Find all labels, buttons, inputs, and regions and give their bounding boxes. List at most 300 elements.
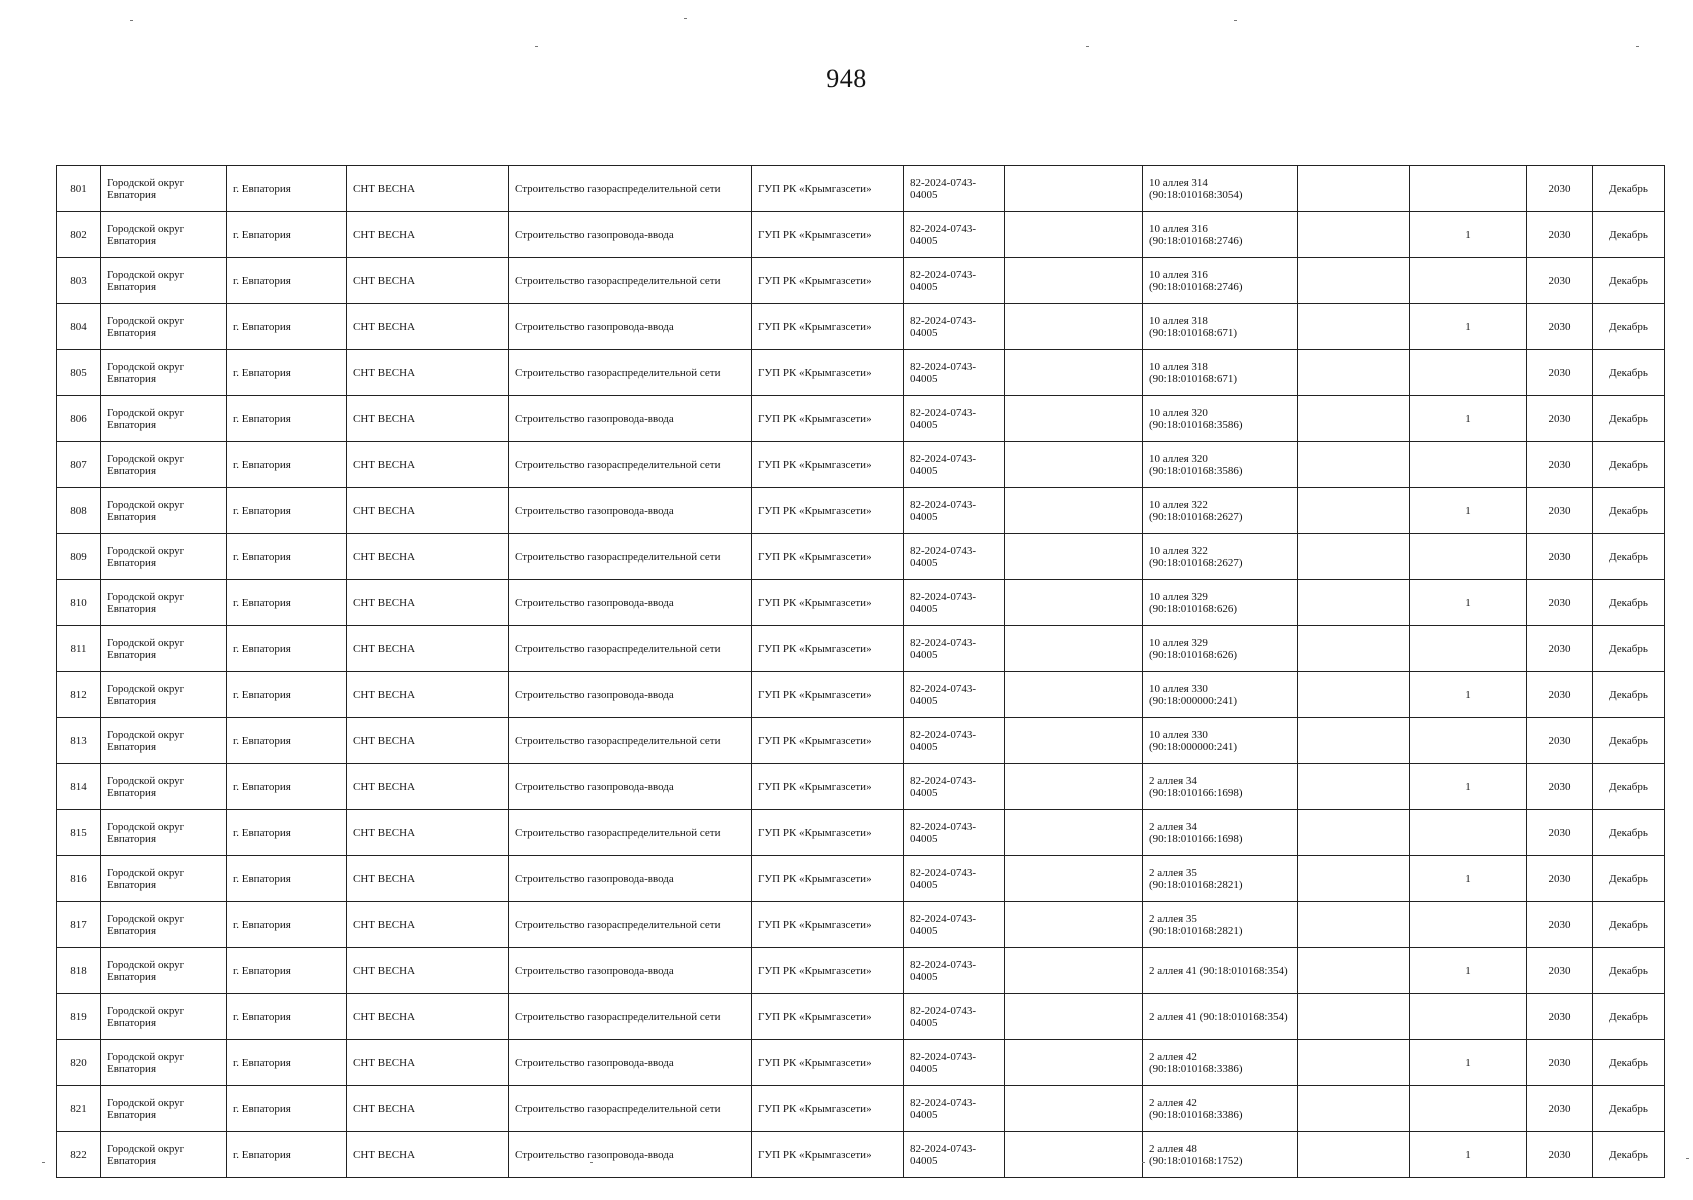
- year-cell: 2030: [1527, 350, 1593, 396]
- settlement-cell: СНТ ВЕСНА: [347, 212, 509, 258]
- city-cell: г. Евпатория: [227, 1086, 347, 1132]
- empty-cell: [1298, 810, 1410, 856]
- city-cell: г. Евпатория: [227, 304, 347, 350]
- empty-cell: [1005, 396, 1143, 442]
- district-cell: Городской округ Евпатория: [101, 810, 227, 856]
- empty-cell: [1298, 1040, 1410, 1086]
- work-type-cell: Строительство газораспределительной сети: [509, 994, 752, 1040]
- table-row: [57, 396, 1665, 442]
- district-cell: Городской округ Евпатория: [101, 166, 227, 212]
- organization-cell: ГУП РК «Крымгазсети»: [752, 856, 904, 902]
- empty-cell: [1005, 902, 1143, 948]
- empty-cell: [1005, 258, 1143, 304]
- district-cell: Городской округ Евпатория: [101, 258, 227, 304]
- year-cell: 2030: [1527, 672, 1593, 718]
- empty-cell: [1005, 534, 1143, 580]
- table-row: [57, 534, 1665, 580]
- district-cell: Городской округ Евпатория: [101, 672, 227, 718]
- register-body: [57, 166, 1665, 1178]
- scan-speck: [590, 1162, 593, 1163]
- address-cell: 10 аллея 320 (90:18:010168:3586): [1143, 396, 1298, 442]
- empty-cell: [1005, 856, 1143, 902]
- organization-cell: ГУП РК «Крымгазсети»: [752, 994, 904, 1040]
- district-cell: Городской округ Евпатория: [101, 442, 227, 488]
- program-code-cell: 82-2024-0743-04005: [904, 810, 1005, 856]
- address-cell: 10 аллея 322 (90:18:010168:2627): [1143, 534, 1298, 580]
- settlement-cell: СНТ ВЕСНА: [347, 718, 509, 764]
- program-code-cell: 82-2024-0743-04005: [904, 488, 1005, 534]
- year-cell: 2030: [1527, 1132, 1593, 1178]
- empty-cell: [1298, 718, 1410, 764]
- scan-speck: [130, 20, 133, 21]
- work-type-cell: Строительство газораспределительной сети: [509, 626, 752, 672]
- empty-cell: [1005, 350, 1143, 396]
- empty-cell: [1298, 258, 1410, 304]
- address-cell: 2 аллея 42 (90:18:010168:3386): [1143, 1086, 1298, 1132]
- month-cell: Декабрь: [1593, 1132, 1665, 1178]
- year-cell: 2030: [1527, 810, 1593, 856]
- table-row: [57, 1086, 1665, 1132]
- district-cell: Городской округ Евпатория: [101, 902, 227, 948]
- city-cell: г. Евпатория: [227, 718, 347, 764]
- program-code-cell: 82-2024-0743-04005: [904, 948, 1005, 994]
- row-number: 807: [57, 442, 101, 488]
- year-cell: 2030: [1527, 258, 1593, 304]
- settlement-cell: СНТ ВЕСНА: [347, 902, 509, 948]
- address-cell: 10 аллея 318 (90:18:010168:671): [1143, 304, 1298, 350]
- empty-cell: [1005, 442, 1143, 488]
- district-cell: Городской округ Евпатория: [101, 534, 227, 580]
- scan-speck: [42, 1162, 45, 1163]
- month-cell: Декабрь: [1593, 304, 1665, 350]
- empty-cell: [1298, 304, 1410, 350]
- city-cell: г. Евпатория: [227, 856, 347, 902]
- district-cell: Городской округ Евпатория: [101, 580, 227, 626]
- city-cell: г. Евпатория: [227, 948, 347, 994]
- empty-cell: [1005, 994, 1143, 1040]
- address-cell: 10 аллея 322 (90:18:010168:2627): [1143, 488, 1298, 534]
- year-cell: 2030: [1527, 902, 1593, 948]
- row-number: 812: [57, 672, 101, 718]
- program-code-cell: 82-2024-0743-04005: [904, 626, 1005, 672]
- empty-cell: [1005, 672, 1143, 718]
- district-cell: Городской округ Евпатория: [101, 856, 227, 902]
- empty-cell: [1298, 166, 1410, 212]
- count-cell: [1410, 350, 1527, 396]
- settlement-cell: СНТ ВЕСНА: [347, 856, 509, 902]
- address-cell: 2 аллея 35 (90:18:010168:2821): [1143, 856, 1298, 902]
- month-cell: Декабрь: [1593, 902, 1665, 948]
- work-type-cell: Строительство газопровода-ввода: [509, 856, 752, 902]
- address-cell: 10 аллея 330 (90:18:000000:241): [1143, 718, 1298, 764]
- settlement-cell: СНТ ВЕСНА: [347, 810, 509, 856]
- organization-cell: ГУП РК «Крымгазсети»: [752, 442, 904, 488]
- count-cell: 1: [1410, 1132, 1527, 1178]
- district-cell: Городской округ Евпатория: [101, 1086, 227, 1132]
- work-type-cell: Строительство газораспределительной сети: [509, 258, 752, 304]
- empty-cell: [1005, 1086, 1143, 1132]
- table-row: [57, 810, 1665, 856]
- empty-cell: [1298, 396, 1410, 442]
- settlement-cell: СНТ ВЕСНА: [347, 258, 509, 304]
- work-type-cell: Строительство газопровода-ввода: [509, 1132, 752, 1178]
- count-cell: 1: [1410, 672, 1527, 718]
- scan-speck: [535, 46, 538, 47]
- work-type-cell: Строительство газопровода-ввода: [509, 672, 752, 718]
- empty-cell: [1298, 488, 1410, 534]
- year-cell: 2030: [1527, 764, 1593, 810]
- district-cell: Городской округ Евпатория: [101, 1132, 227, 1178]
- work-type-cell: Строительство газопровода-ввода: [509, 396, 752, 442]
- empty-cell: [1298, 1132, 1410, 1178]
- program-code-cell: 82-2024-0743-04005: [904, 396, 1005, 442]
- table-row: [57, 1132, 1665, 1178]
- scan-speck: [1142, 1162, 1145, 1163]
- count-cell: 1: [1410, 1040, 1527, 1086]
- table-row: [57, 442, 1665, 488]
- year-cell: 2030: [1527, 856, 1593, 902]
- year-cell: 2030: [1527, 304, 1593, 350]
- month-cell: Декабрь: [1593, 396, 1665, 442]
- count-cell: [1410, 718, 1527, 764]
- program-code-cell: 82-2024-0743-04005: [904, 672, 1005, 718]
- empty-cell: [1005, 810, 1143, 856]
- table-row: [57, 672, 1665, 718]
- district-cell: Городской округ Евпатория: [101, 1040, 227, 1086]
- row-number: 821: [57, 1086, 101, 1132]
- table-row: [57, 166, 1665, 212]
- row-number: 815: [57, 810, 101, 856]
- organization-cell: ГУП РК «Крымгазсети»: [752, 580, 904, 626]
- month-cell: Декабрь: [1593, 994, 1665, 1040]
- empty-cell: [1298, 442, 1410, 488]
- register-table: [56, 165, 1665, 1178]
- organization-cell: ГУП РК «Крымгазсети»: [752, 1132, 904, 1178]
- district-cell: Городской округ Евпатория: [101, 396, 227, 442]
- empty-cell: [1298, 534, 1410, 580]
- work-type-cell: Строительство газораспределительной сети: [509, 718, 752, 764]
- row-number: 822: [57, 1132, 101, 1178]
- table-row: [57, 488, 1665, 534]
- address-cell: 2 аллея 34 (90:18:010166:1698): [1143, 764, 1298, 810]
- page-number: 948: [826, 64, 867, 93]
- count-cell: 1: [1410, 580, 1527, 626]
- month-cell: Декабрь: [1593, 718, 1665, 764]
- scan-speck: [1686, 1158, 1689, 1159]
- month-cell: Декабрь: [1593, 442, 1665, 488]
- organization-cell: ГУП РК «Крымгазсети»: [752, 534, 904, 580]
- address-cell: 10 аллея 330 (90:18:000000:241): [1143, 672, 1298, 718]
- year-cell: 2030: [1527, 580, 1593, 626]
- city-cell: г. Евпатория: [227, 994, 347, 1040]
- work-type-cell: Строительство газораспределительной сети: [509, 810, 752, 856]
- empty-cell: [1005, 948, 1143, 994]
- empty-cell: [1005, 626, 1143, 672]
- table-row: [57, 948, 1665, 994]
- table-row: [57, 212, 1665, 258]
- empty-cell: [1298, 212, 1410, 258]
- program-code-cell: 82-2024-0743-04005: [904, 764, 1005, 810]
- count-cell: [1410, 534, 1527, 580]
- row-number: 818: [57, 948, 101, 994]
- row-number: 819: [57, 994, 101, 1040]
- settlement-cell: СНТ ВЕСНА: [347, 1132, 509, 1178]
- count-cell: 1: [1410, 304, 1527, 350]
- settlement-cell: СНТ ВЕСНА: [347, 1040, 509, 1086]
- month-cell: Декабрь: [1593, 258, 1665, 304]
- city-cell: г. Евпатория: [227, 534, 347, 580]
- table-row: [57, 1040, 1665, 1086]
- district-cell: Городской округ Евпатория: [101, 764, 227, 810]
- month-cell: Декабрь: [1593, 1040, 1665, 1086]
- year-cell: 2030: [1527, 442, 1593, 488]
- city-cell: г. Евпатория: [227, 212, 347, 258]
- settlement-cell: СНТ ВЕСНА: [347, 1086, 509, 1132]
- address-cell: 2 аллея 41 (90:18:010168:354): [1143, 948, 1298, 994]
- count-cell: [1410, 166, 1527, 212]
- row-number: 805: [57, 350, 101, 396]
- program-code-cell: 82-2024-0743-04005: [904, 304, 1005, 350]
- address-cell: 10 аллея 320 (90:18:010168:3586): [1143, 442, 1298, 488]
- settlement-cell: СНТ ВЕСНА: [347, 488, 509, 534]
- count-cell: 1: [1410, 948, 1527, 994]
- year-cell: 2030: [1527, 1086, 1593, 1132]
- city-cell: г. Евпатория: [227, 764, 347, 810]
- settlement-cell: СНТ ВЕСНА: [347, 442, 509, 488]
- settlement-cell: СНТ ВЕСНА: [347, 350, 509, 396]
- empty-cell: [1298, 902, 1410, 948]
- city-cell: г. Евпатория: [227, 810, 347, 856]
- row-number: 808: [57, 488, 101, 534]
- count-cell: 1: [1410, 212, 1527, 258]
- month-cell: Декабрь: [1593, 212, 1665, 258]
- city-cell: г. Евпатория: [227, 442, 347, 488]
- organization-cell: ГУП РК «Крымгазсети»: [752, 718, 904, 764]
- city-cell: г. Евпатория: [227, 672, 347, 718]
- program-code-cell: 82-2024-0743-04005: [904, 212, 1005, 258]
- address-cell: 10 аллея 318 (90:18:010168:671): [1143, 350, 1298, 396]
- empty-cell: [1298, 856, 1410, 902]
- count-cell: [1410, 258, 1527, 304]
- organization-cell: ГУП РК «Крымгазсети»: [752, 396, 904, 442]
- month-cell: Декабрь: [1593, 166, 1665, 212]
- program-code-cell: 82-2024-0743-04005: [904, 1132, 1005, 1178]
- program-code-cell: 82-2024-0743-04005: [904, 902, 1005, 948]
- program-code-cell: 82-2024-0743-04005: [904, 718, 1005, 764]
- scan-speck: [1086, 46, 1089, 47]
- address-cell: 2 аллея 42 (90:18:010168:3386): [1143, 1040, 1298, 1086]
- year-cell: 2030: [1527, 488, 1593, 534]
- district-cell: Городской округ Евпатория: [101, 488, 227, 534]
- settlement-cell: СНТ ВЕСНА: [347, 948, 509, 994]
- year-cell: 2030: [1527, 948, 1593, 994]
- program-code-cell: 82-2024-0743-04005: [904, 350, 1005, 396]
- month-cell: Декабрь: [1593, 672, 1665, 718]
- city-cell: г. Евпатория: [227, 1132, 347, 1178]
- empty-cell: [1005, 1040, 1143, 1086]
- empty-cell: [1005, 580, 1143, 626]
- year-cell: 2030: [1527, 212, 1593, 258]
- table-row: [57, 994, 1665, 1040]
- row-number: 816: [57, 856, 101, 902]
- work-type-cell: Строительство газораспределительной сети: [509, 166, 752, 212]
- year-cell: 2030: [1527, 166, 1593, 212]
- address-cell: 2 аллея 41 (90:18:010168:354): [1143, 994, 1298, 1040]
- month-cell: Декабрь: [1593, 1086, 1665, 1132]
- empty-cell: [1298, 672, 1410, 718]
- organization-cell: ГУП РК «Крымгазсети»: [752, 672, 904, 718]
- count-cell: [1410, 994, 1527, 1040]
- row-number: 820: [57, 1040, 101, 1086]
- settlement-cell: СНТ ВЕСНА: [347, 580, 509, 626]
- city-cell: г. Евпатория: [227, 488, 347, 534]
- count-cell: [1410, 442, 1527, 488]
- table-row: [57, 718, 1665, 764]
- program-code-cell: 82-2024-0743-04005: [904, 258, 1005, 304]
- count-cell: 1: [1410, 856, 1527, 902]
- work-type-cell: Строительство газораспределительной сети: [509, 902, 752, 948]
- row-number: 811: [57, 626, 101, 672]
- table-row: [57, 304, 1665, 350]
- program-code-cell: 82-2024-0743-04005: [904, 1086, 1005, 1132]
- settlement-cell: СНТ ВЕСНА: [347, 534, 509, 580]
- organization-cell: ГУП РК «Крымгазсети»: [752, 212, 904, 258]
- address-cell: 2 аллея 35 (90:18:010168:2821): [1143, 902, 1298, 948]
- settlement-cell: СНТ ВЕСНА: [347, 304, 509, 350]
- table-row: [57, 902, 1665, 948]
- organization-cell: ГУП РК «Крымгазсети»: [752, 350, 904, 396]
- work-type-cell: Строительство газопровода-ввода: [509, 304, 752, 350]
- month-cell: Декабрь: [1593, 350, 1665, 396]
- empty-cell: [1298, 580, 1410, 626]
- work-type-cell: Строительство газопровода-ввода: [509, 580, 752, 626]
- city-cell: г. Евпатория: [227, 626, 347, 672]
- table-row: [57, 350, 1665, 396]
- year-cell: 2030: [1527, 534, 1593, 580]
- month-cell: Декабрь: [1593, 534, 1665, 580]
- work-type-cell: Строительство газораспределительной сети: [509, 350, 752, 396]
- empty-cell: [1005, 166, 1143, 212]
- empty-cell: [1005, 212, 1143, 258]
- program-code-cell: 82-2024-0743-04005: [904, 166, 1005, 212]
- organization-cell: ГУП РК «Крымгазсети»: [752, 304, 904, 350]
- district-cell: Городской округ Евпатория: [101, 304, 227, 350]
- month-cell: Декабрь: [1593, 856, 1665, 902]
- settlement-cell: СНТ ВЕСНА: [347, 166, 509, 212]
- empty-cell: [1298, 1086, 1410, 1132]
- row-number: 809: [57, 534, 101, 580]
- work-type-cell: Строительство газораспределительной сети: [509, 534, 752, 580]
- district-cell: Городской округ Евпатория: [101, 626, 227, 672]
- settlement-cell: СНТ ВЕСНА: [347, 396, 509, 442]
- city-cell: г. Евпатория: [227, 902, 347, 948]
- address-cell: 10 аллея 316 (90:18:010168:2746): [1143, 258, 1298, 304]
- month-cell: Декабрь: [1593, 810, 1665, 856]
- row-number: 803: [57, 258, 101, 304]
- organization-cell: ГУП РК «Крымгазсети»: [752, 626, 904, 672]
- city-cell: г. Евпатория: [227, 350, 347, 396]
- organization-cell: ГУП РК «Крымгазсети»: [752, 166, 904, 212]
- program-code-cell: 82-2024-0743-04005: [904, 1040, 1005, 1086]
- count-cell: 1: [1410, 396, 1527, 442]
- organization-cell: ГУП РК «Крымгазсети»: [752, 764, 904, 810]
- district-cell: Городской округ Евпатория: [101, 948, 227, 994]
- organization-cell: ГУП РК «Крымгазсети»: [752, 948, 904, 994]
- district-cell: Городской округ Евпатория: [101, 718, 227, 764]
- city-cell: г. Евпатория: [227, 580, 347, 626]
- count-cell: [1410, 626, 1527, 672]
- settlement-cell: СНТ ВЕСНА: [347, 626, 509, 672]
- work-type-cell: Строительство газопровода-ввода: [509, 764, 752, 810]
- city-cell: г. Евпатория: [227, 396, 347, 442]
- count-cell: 1: [1410, 764, 1527, 810]
- scan-speck: [1234, 20, 1237, 21]
- count-cell: [1410, 902, 1527, 948]
- settlement-cell: СНТ ВЕСНА: [347, 672, 509, 718]
- empty-cell: [1298, 626, 1410, 672]
- table-row: [57, 580, 1665, 626]
- organization-cell: ГУП РК «Крымгазсети»: [752, 902, 904, 948]
- year-cell: 2030: [1527, 718, 1593, 764]
- work-type-cell: Строительство газопровода-ввода: [509, 212, 752, 258]
- count-cell: [1410, 810, 1527, 856]
- month-cell: Декабрь: [1593, 948, 1665, 994]
- row-number: 806: [57, 396, 101, 442]
- row-number: 804: [57, 304, 101, 350]
- address-cell: 2 аллея 34 (90:18:010166:1698): [1143, 810, 1298, 856]
- empty-cell: [1005, 718, 1143, 764]
- program-code-cell: 82-2024-0743-04005: [904, 442, 1005, 488]
- district-cell: Городской округ Евпатория: [101, 994, 227, 1040]
- address-cell: 10 аллея 314 (90:18:010168:3054): [1143, 166, 1298, 212]
- table-row: [57, 856, 1665, 902]
- row-number: 802: [57, 212, 101, 258]
- organization-cell: ГУП РК «Крымгазсети»: [752, 810, 904, 856]
- settlement-cell: СНТ ВЕСНА: [347, 994, 509, 1040]
- year-cell: 2030: [1527, 626, 1593, 672]
- work-type-cell: Строительство газопровода-ввода: [509, 948, 752, 994]
- year-cell: 2030: [1527, 396, 1593, 442]
- organization-cell: ГУП РК «Крымгазсети»: [752, 1086, 904, 1132]
- empty-cell: [1298, 948, 1410, 994]
- row-number: 810: [57, 580, 101, 626]
- table-row: [57, 764, 1665, 810]
- year-cell: 2030: [1527, 1040, 1593, 1086]
- month-cell: Декабрь: [1593, 764, 1665, 810]
- month-cell: Декабрь: [1593, 626, 1665, 672]
- month-cell: Декабрь: [1593, 580, 1665, 626]
- work-type-cell: Строительство газораспределительной сети: [509, 1086, 752, 1132]
- settlement-cell: СНТ ВЕСНА: [347, 764, 509, 810]
- scan-speck: [1636, 46, 1639, 47]
- city-cell: г. Евпатория: [227, 1040, 347, 1086]
- empty-cell: [1298, 994, 1410, 1040]
- program-code-cell: 82-2024-0743-04005: [904, 994, 1005, 1040]
- address-cell: 10 аллея 316 (90:18:010168:2746): [1143, 212, 1298, 258]
- organization-cell: ГУП РК «Крымгазсети»: [752, 258, 904, 304]
- address-cell: 2 аллея 48 (90:18:010168:1752): [1143, 1132, 1298, 1178]
- program-code-cell: 82-2024-0743-04005: [904, 580, 1005, 626]
- row-number: 814: [57, 764, 101, 810]
- empty-cell: [1005, 764, 1143, 810]
- city-cell: г. Евпатория: [227, 258, 347, 304]
- empty-cell: [1005, 304, 1143, 350]
- row-number: 801: [57, 166, 101, 212]
- work-type-cell: Строительство газопровода-ввода: [509, 488, 752, 534]
- year-cell: 2030: [1527, 994, 1593, 1040]
- empty-cell: [1005, 1132, 1143, 1178]
- table-row: [57, 258, 1665, 304]
